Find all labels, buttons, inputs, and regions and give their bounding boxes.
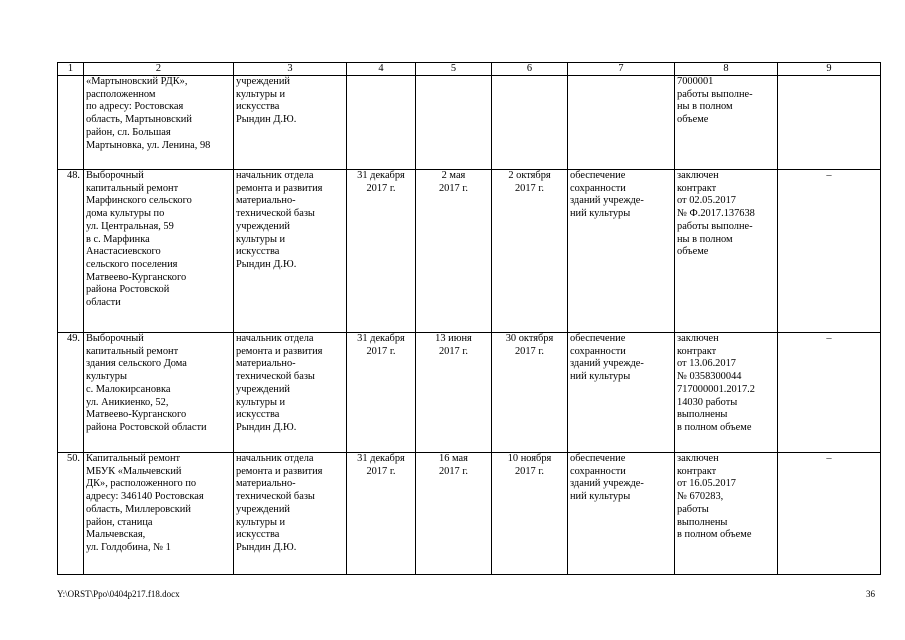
event-name-cell: Капитальный ремонт МБУК «Мальчевский ДК», расположенного по адресу: 346140 Ростовская область, Миллеровский район, станица Мальчевская, ул. Голдобина, № 1 bbox=[84, 453, 234, 575]
row-number: 49. bbox=[58, 333, 84, 453]
column-number-row bbox=[58, 63, 881, 76]
start-date-cell: 13 июня 2017 г. bbox=[416, 333, 492, 453]
column-number: 3 bbox=[234, 63, 347, 76]
table-row bbox=[58, 170, 881, 333]
result-cell: 7000001 работы выполне- ны в полном объеме bbox=[675, 76, 778, 170]
deadline-cell bbox=[347, 76, 416, 170]
deadline-cell: 31 декабря 2017 г. bbox=[347, 333, 416, 453]
row-number: 48. bbox=[58, 170, 84, 333]
table-row bbox=[58, 333, 881, 453]
end-date-cell bbox=[492, 76, 568, 170]
start-date-cell bbox=[416, 76, 492, 170]
row-number bbox=[58, 76, 84, 170]
column-number: 4 bbox=[347, 63, 416, 76]
plan-table bbox=[57, 62, 881, 575]
table-row bbox=[58, 453, 881, 575]
end-date-cell: 10 ноября 2017 г. bbox=[492, 453, 568, 575]
result-cell: заключен контракт от 13.06.2017 № 0358300044 717000001.2017.2 14030 работы выполнены в полном объеме bbox=[675, 333, 778, 453]
column-number: 8 bbox=[675, 63, 778, 76]
column-number: 2 bbox=[84, 63, 234, 76]
deadline-cell: 31 декабря 2017 г. bbox=[347, 453, 416, 575]
event-name-cell: Выборочный капитальный ремонт Марфинского сельского дома культуры по ул. Центральная, 59 в с. Марфинка Анастасиевского сельского поселения Матвеево-Курганского района Ростовской области bbox=[84, 170, 234, 333]
start-date-cell: 16 мая 2017 г. bbox=[416, 453, 492, 575]
goal-cell: обеспечение сохранности зданий учрежде- ний культуры bbox=[568, 170, 675, 333]
end-date-cell: 2 октября 2017 г. bbox=[492, 170, 568, 333]
result-cell: заключен контракт от 02.05.2017 № Ф.2017.137638 работы выполне- ны в полном объеме bbox=[675, 170, 778, 333]
note-cell: – bbox=[778, 170, 881, 333]
responsible-cell: начальник отдела ремонта и развития материально- технической базы учреждений культуры и искусства Рындин Д.Ю. bbox=[234, 170, 347, 333]
file-path: Y:\ORST\Ppo\0404p217.f18.docx bbox=[57, 589, 180, 599]
column-number: 7 bbox=[568, 63, 675, 76]
column-number: 1 bbox=[58, 63, 84, 76]
column-number: 9 bbox=[778, 63, 881, 76]
goal-cell bbox=[568, 76, 675, 170]
column-number: 6 bbox=[492, 63, 568, 76]
start-date-cell: 2 мая 2017 г. bbox=[416, 170, 492, 333]
responsible-cell: учреждений культуры и искусства Рындин Д.Ю. bbox=[234, 76, 347, 170]
goal-cell: обеспечение сохранности зданий учрежде- ний культуры bbox=[568, 333, 675, 453]
end-date-cell: 30 октября 2017 г. bbox=[492, 333, 568, 453]
goal-cell: обеспечение сохранности зданий учрежде- ний культуры bbox=[568, 453, 675, 575]
note-cell bbox=[778, 76, 881, 170]
table-row bbox=[58, 76, 881, 170]
column-number: 5 bbox=[416, 63, 492, 76]
result-cell: заключен контракт от 16.05.2017 № 670283, работы выполнены в полном объеме bbox=[675, 453, 778, 575]
event-name-cell: «Мартыновский РДК», расположенном по адресу: Ростовская область, Мартыновский район, сл. Большая Мартыновка, ул. Ленина, 98 bbox=[84, 76, 234, 170]
page-number: 36 bbox=[866, 589, 875, 599]
responsible-cell: начальник отдела ремонта и развития материально- технической базы учреждений культуры и искусства Рындин Д.Ю. bbox=[234, 333, 347, 453]
responsible-cell: начальник отдела ремонта и развития материально- технической базы учреждений культуры и искусства Рындин Д.Ю. bbox=[234, 453, 347, 575]
note-cell: – bbox=[778, 333, 881, 453]
row-number: 50. bbox=[58, 453, 84, 575]
event-name-cell: Выборочный капитальный ремонт здания сельского Дома культуры с. Малокирсановка ул. Аникиенко, 52, Матвеево-Курганского района Ростовской области bbox=[84, 333, 234, 453]
deadline-cell: 31 декабря 2017 г. bbox=[347, 170, 416, 333]
note-cell: – bbox=[778, 453, 881, 575]
